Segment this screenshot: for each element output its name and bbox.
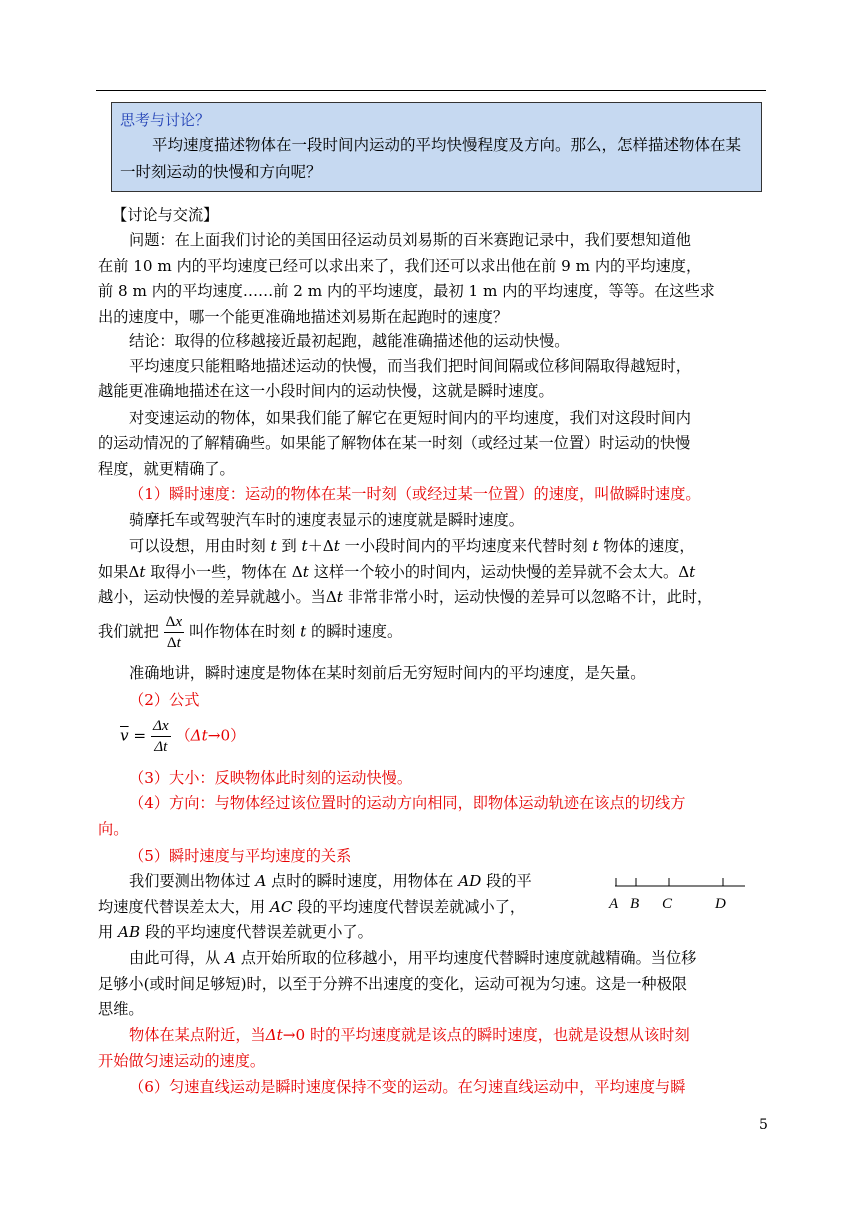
var-t: t xyxy=(301,537,308,555)
fraction-formula xyxy=(151,716,171,757)
text-span: 这样一个较小的时间内，运动快慢的差异就不会太大。Δ xyxy=(308,563,690,581)
paragraph-line: 足够小(或时间足够短)时，以至于分辨不出速度的变化，运动可视为匀速。这是一种极限 xyxy=(98,975,687,993)
paragraph-line: 平均速度只能粗略地描述运动的快慢，而当我们把时间间隔或位移间隔取得越短时， xyxy=(129,357,691,375)
text-span: 物体在某点附近，当 xyxy=(129,1026,266,1044)
var-t: t xyxy=(302,563,309,581)
magnitude-line: （3）大小：反映物体此时刻的运动快慢。 xyxy=(129,769,413,787)
fraction-denominator xyxy=(164,633,185,653)
paragraph-line xyxy=(98,921,768,942)
text-span: 的瞬时速度。 xyxy=(306,622,403,641)
text-span: 可以设想，用由时刻 xyxy=(129,537,271,555)
text-span: 取得小一些，物体在 Δ xyxy=(145,563,303,581)
var-t: t xyxy=(689,563,696,581)
paragraph-line: 准确地讲，瞬时速度是物体在某时刻前后无穷短时间内的平均速度，是矢量。 xyxy=(129,664,646,682)
segment-diagram xyxy=(605,870,755,915)
text-span: 叫作物体在时刻 xyxy=(188,622,301,641)
var-t: t xyxy=(176,634,181,651)
paragraph-line: 对变速运动的物体，如果我们能了解它在更短时间内的平均速度，我们对这段时间内 xyxy=(129,409,691,427)
section-heading: 【讨论与交流】 xyxy=(112,206,219,224)
text-span: 我们要测出物体过 xyxy=(129,872,256,890)
text-span: 到 xyxy=(276,537,302,555)
text-span: 我们就把 xyxy=(98,622,159,641)
text-span: 用 xyxy=(98,923,119,941)
paragraph-line xyxy=(98,612,768,653)
text-span: 点时的瞬时速度，用物体在 xyxy=(266,872,459,890)
paragraph-line: 骑摩托车或驾驶汽车时的速度表显示的速度就是瞬时速度。 xyxy=(129,511,524,529)
text-span: →0 时的平均速度就是该点的瞬时速度，也就是设想从该时刻 xyxy=(282,1026,690,1044)
text-span: 段的平均速度代替误差就减小了， xyxy=(292,898,526,916)
paragraph-line xyxy=(129,947,799,968)
var-t: t xyxy=(139,563,146,581)
var-v-bar: $\overline{v}$ xyxy=(120,726,129,745)
label-c: C xyxy=(662,896,673,912)
fraction-denominator: Δt xyxy=(154,738,168,755)
conclusion-line xyxy=(129,1024,799,1045)
paragraph-line: 前 8 m 内的平均速度……前 2 m 内的平均速度，最初 1 m 内的平均速度，等等。在这些求 xyxy=(98,282,715,300)
text-span: 如果Δ xyxy=(98,563,140,581)
formula-line xyxy=(120,716,790,757)
text-span: 由此可得，从 xyxy=(129,949,225,967)
paragraph-line: 思维。 xyxy=(98,1000,144,1018)
text-span: （ xyxy=(175,726,191,745)
paragraph-line xyxy=(98,561,768,582)
var-dt: Δt xyxy=(265,1026,283,1044)
direction-line-cont: 向。 xyxy=(98,820,129,838)
text-span: ＋Δ xyxy=(307,537,334,555)
text-span: 均速度代替误差太大，用 xyxy=(98,898,270,916)
limit-condition xyxy=(175,727,245,745)
paragraph-line xyxy=(98,586,768,607)
fraction-numerator: Δx xyxy=(151,716,171,737)
var-dt: Δt xyxy=(190,726,208,745)
var-ab: AB xyxy=(118,923,141,941)
relation-heading: （5）瞬时速度与平均速度的关系 xyxy=(129,847,352,865)
label-d: D xyxy=(715,896,726,912)
var-ac: AC xyxy=(269,898,293,916)
box-title: 思考与讨论？ xyxy=(120,111,211,129)
text-span: Δ xyxy=(165,613,176,630)
text-span: →0） xyxy=(207,726,246,745)
text-span: 物体的速度， xyxy=(598,537,695,555)
conclusion-line-cont: 开始做匀速运动的速度。 xyxy=(98,1052,266,1070)
paragraph-line: 问题：在上面我们讨论的美国田径运动员刘易斯的百米赛跑记录中，我们要想知道他 xyxy=(129,231,691,249)
header-rule xyxy=(96,90,766,91)
var-x: x xyxy=(175,613,183,630)
paragraph-line: 出的速度中，哪一个能更准确地描述刘易斯在起跑时的速度？ xyxy=(98,308,509,326)
uniform-motion-line: （6）匀速直线运动是瞬时速度保持不变的运动。在匀速直线运动中，平均速度与瞬 xyxy=(129,1078,686,1096)
formula-heading: （2）公式 xyxy=(129,691,200,709)
equals-sign: = xyxy=(128,726,151,745)
paragraph-line: 程度，就更精确了。 xyxy=(98,460,235,478)
fraction-dx-dt xyxy=(164,612,185,653)
text-span: 点开始所取的位移越小，用平均速度代替瞬时速度就越精确。当位移 xyxy=(235,949,697,967)
direction-line: （4）方向：与物体经过该位置时的运动方向相同，即物体运动轨迹在该点的切线方 xyxy=(129,794,686,812)
text-span: 越小，运动快慢的差异就越小。当Δ xyxy=(98,588,337,606)
box-body: 平均速度描述物体在一段时间内运动的平均快慢程度及方向。那么，怎样描述物体在某一时刻运动的快慢和方向呢？ xyxy=(120,136,742,181)
paragraph-line: 在前 10 m 内的平均速度已经可以求出来了，我们还可以求出他在前 9 m 内的平均速度， xyxy=(98,257,702,275)
paragraph-line: 结论：取得的位移越接近最初起跑，越能准确描述他的运动快慢。 xyxy=(129,332,570,350)
var-a: A xyxy=(224,949,236,967)
page-number: 5 xyxy=(759,1117,768,1133)
segment-diagram-svg xyxy=(605,870,755,915)
var-t: t xyxy=(300,622,307,641)
paragraph-line xyxy=(129,535,799,556)
text-span: 段的平 xyxy=(481,872,532,890)
var-t: t xyxy=(270,537,277,555)
fraction-numerator xyxy=(164,612,185,633)
var-t: t xyxy=(333,537,340,555)
var-ad: AD xyxy=(458,872,482,890)
text-span: Δ xyxy=(166,634,177,651)
text-span: 一小段时间内的平均速度来代替时刻 xyxy=(339,537,593,555)
var-t: t xyxy=(592,537,599,555)
var-t: t xyxy=(336,588,343,606)
think-discuss-box xyxy=(111,102,762,192)
label-b: B xyxy=(630,896,640,912)
label-a: A xyxy=(609,896,619,912)
paragraph-line: 越能更准确地描述在这一小段时间内的运动快慢，这就是瞬时速度。 xyxy=(98,382,554,400)
text-span: 段的平均速度代替误差就更小了。 xyxy=(140,923,373,941)
var-a: A xyxy=(255,872,267,890)
definition-line: （1）瞬时速度：运动的物体在某一时刻（或经过某一位置）的速度，叫做瞬时速度。 xyxy=(129,485,701,503)
text-span: 非常非常小时，运动快慢的差异可以忽略不计，此时， xyxy=(342,588,713,606)
paragraph-line: 的运动情况的了解精确些。如果能了解物体在某一时刻（或经过某一位置）时运动的快慢 xyxy=(98,434,691,452)
